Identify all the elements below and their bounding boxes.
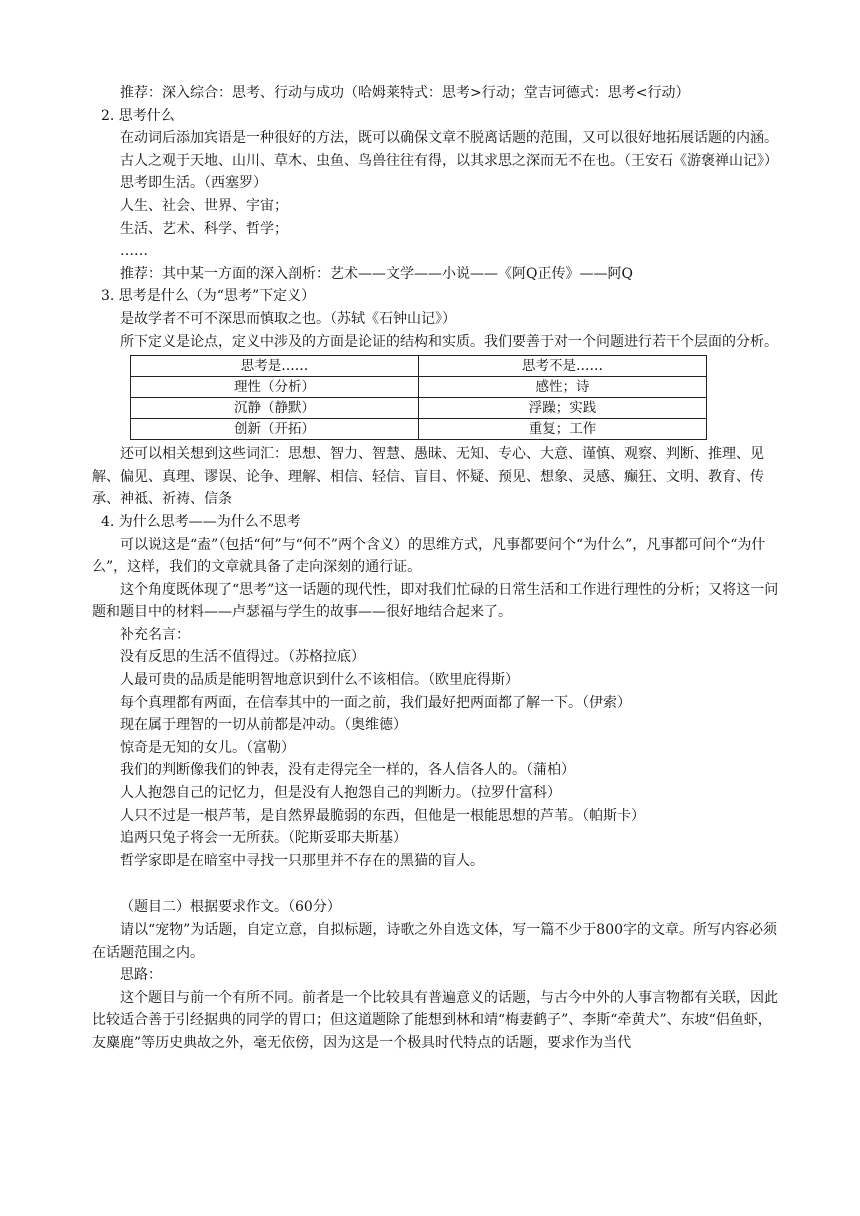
recommend-line-1: 推荐：深入综合：思考、行动与成功（哈姆莱特式：思考>行动；堂吉诃德式：思考<行动） <box>120 85 690 101</box>
list-line: 人生、社会、世界、宇宙； <box>120 197 288 214</box>
table-cell: 创新（开拓） <box>131 419 419 440</box>
quote-ovid: 现在属于理智的一切从前都是冲动。（奥维德） <box>120 717 407 734</box>
paragraph: 所下定义是论点，定义中涉及的方面是论证的结构和实质。我们要善于对一个问题进行若干个层面的分析。 <box>120 333 778 350</box>
table-cell: 重复；工作 <box>419 419 707 440</box>
quote-dostoevsky: 追两只兔子将会一无所获。（陀斯妥耶夫斯基） <box>120 830 407 847</box>
table-header-cell: 思考不是…… <box>419 356 707 377</box>
quote-la-rochefoucauld: 人人抱怨自己的记忆力，但是没有人抱怨自己的判断力。（拉罗什富科） <box>120 785 561 802</box>
quote-fuller: 惊奇是无知的女儿。（富勒） <box>120 739 295 756</box>
question-two-heading: （题目二）根据要求作文。（60分） <box>120 899 341 916</box>
quote-euripides: 人最可贵的品质是能明智地意识到什么不该相信。（欧里庇得斯） <box>120 672 519 689</box>
section-heading-3: 3. 思考是什么（为“思考”下定义） <box>101 288 316 305</box>
quote-pascal: 人只不过是一根芦苇，是自然界最脆弱的东西，但他是一根能思想的芦苇。（帕斯卡） <box>120 807 645 824</box>
paragraph: 这个角度既体现了“思考”这一话题的现代性，即对我们忙碌的日常生活和工作进行理性的分析；又将这一问题和题目中的材料——卢瑟福与学生的故事——很好地结合起来了。 <box>92 581 779 621</box>
table-header-row <box>131 356 707 377</box>
comparison-table <box>130 355 707 440</box>
table-cell: 感性；诗 <box>419 377 707 398</box>
question-two-prompt: 请以“宠物”为话题，自定立意，自拟标题，诗歌之外自选文体，写一篇不少于800字的文章。所写内容必须在话题范围之内。 <box>92 922 778 961</box>
quote-philosopher: 哲学家即是在暗室中寻找一只那里并不存在的黑猫的盲人。 <box>120 852 484 869</box>
quote-pope: 我们的判断像我们的钟表，没有走得完全一样的，各人信各人的。（蒲柏） <box>120 762 575 779</box>
approach-paragraph: 这个题目与前一个有所不同。前者是一个比较具有普遍意义的话题，与古今中外的人事言物都有关联，因此比较适合善于引经据典的同学的胃口；但这道题除了能想到林和靖“梅妻鹤子”、李斯“牵黄犬”、东坡“侣鱼虾，友麋鹿”等历史典故之外，毫无依傍，因为这是一个极具时代特点的话题，要求作为当代 <box>92 989 778 1051</box>
list-line: 生活、艺术、科学、哲学； <box>120 220 288 237</box>
paragraph: 在动词后添加宾语是一种很好的方法，既可以确保文章不脱离话题的范围，又可以很好地拓展话题的内涵。 <box>120 130 778 147</box>
vocabulary-paragraph: 还可以相关想到这些词汇：思想、智力、智慧、愚昧、无知、专心、大意、谨慎、观察、判断、推理、见解、偏见、真理、谬误、论争、理解、相信、轻信、盲目、怀疑、预见、想象、灵感、癫狂、文明、教育、传承、神祗、祈祷、信条 <box>92 446 764 508</box>
section-heading-4: 4. 为什么思考——为什么不思考 <box>101 513 301 530</box>
quotes-heading: 补充名言： <box>120 626 190 643</box>
table-cell: 浮躁；实践 <box>419 398 707 419</box>
table-row <box>131 419 707 440</box>
ellipsis-line: …… <box>120 243 148 260</box>
quote-socrates: 没有反思的生活不值得过。（苏格拉底） <box>120 649 365 666</box>
paragraph: 可以说这是“盍”（包括“何”与“何不”两个含义）的思维方式，凡事都要问个“为什么”，凡事都可问个“为什么”，这样，我们的文章就具备了走向深刻的通行证。 <box>92 536 766 576</box>
table-header-cell: 思考是…… <box>131 356 419 377</box>
quote-aesop: 每个真理都有两面，在信奉其中的一面之前，我们最好把两面都了解一下。（伊索） <box>120 694 631 711</box>
approach-label: 思路： <box>120 967 162 984</box>
document-body <box>92 82 782 1055</box>
recommend-line-2: 推荐：其中某一方面的深入剖析：艺术——文学——小说——《阿Q正传》——阿Q <box>120 265 633 282</box>
quote-su-shi: 是故学者不可不深思而慎取之也。（苏轼《石钟山记》） <box>120 310 456 327</box>
quote-cicero: 思考即生活。（西塞罗） <box>120 175 267 192</box>
section-spacer <box>92 872 782 896</box>
table-row <box>131 398 707 419</box>
table-row <box>131 377 707 398</box>
table-cell: 沉静（静默） <box>131 398 419 419</box>
quote-wang-anshi: 古人之观于天地、山川、草木、虫鱼、鸟兽往往有得，以其求思之深而无不在也。（王安石《游褒禅山记》） <box>120 152 778 169</box>
table-cell: 理性（分析） <box>131 377 419 398</box>
section-heading-2: 2. 思考什么 <box>101 107 175 124</box>
